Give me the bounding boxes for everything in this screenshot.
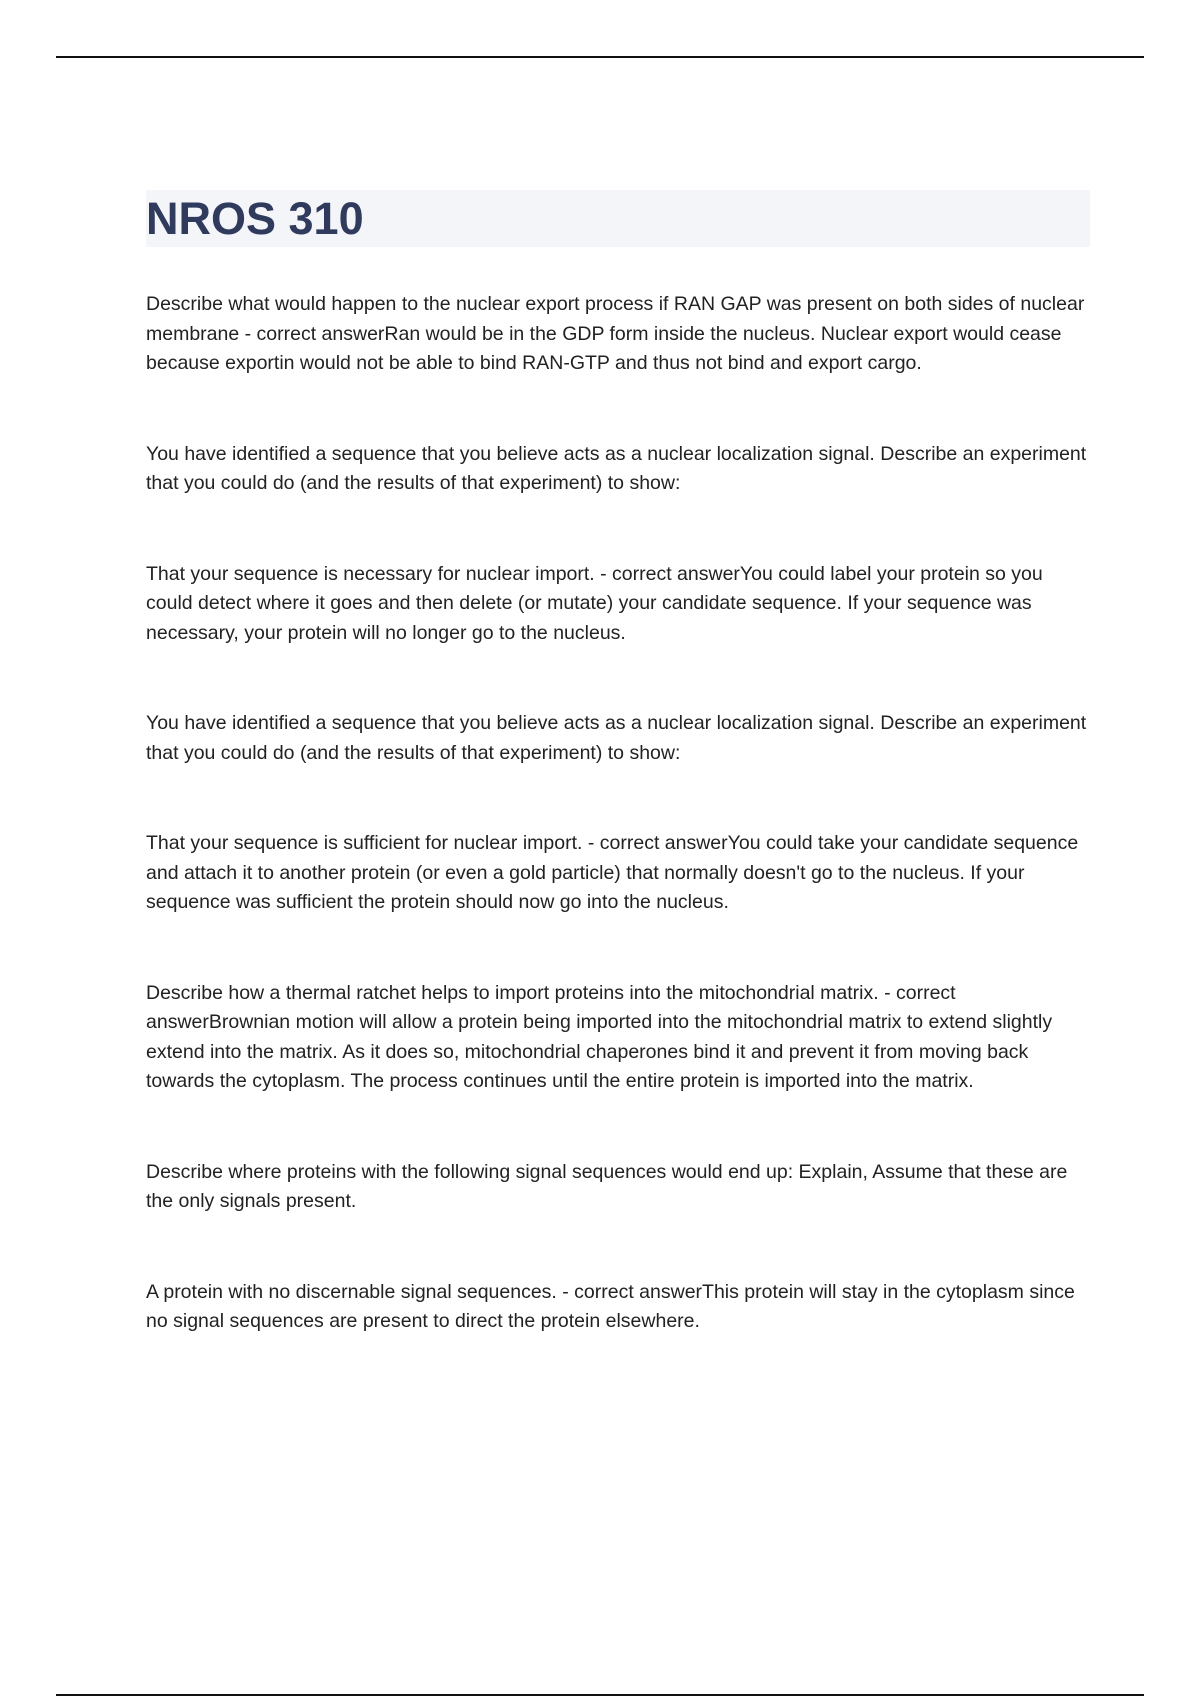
qa-entry: That your sequence is necessary for nuclear import. - correct answerYou could label your protein so you could detect where it goes and then delete (or mutate) your candidate sequence. If your sequence was necessary, your protein will no longer go to the nucleus. bbox=[146, 562, 1043, 644]
document-title: NROS 310 bbox=[146, 193, 364, 244]
qa-entry: A protein with no discernable signal sequences. - correct answerThis protein will stay in the cytoplasm since no signal sequences are present to direct the protein elsewhere. bbox=[146, 1280, 1075, 1332]
document-body bbox=[146, 290, 1090, 1337]
bottom-rule bbox=[56, 1694, 1144, 1696]
qa-entry: You have identified a sequence that you believe acts as a nuclear localization signal. Describe an experiment that you could do (and the results of that experiment) to show: bbox=[146, 712, 1087, 764]
qa-entry: That your sequence is sufficient for nuclear import. - correct answerYou could take your candidate sequence and attach it to another protein (or even a gold particle) that normally doesn't go to the nucleus. If your sequence was sufficient the protein should now go into the nucleus. bbox=[146, 832, 1079, 913]
qa-entry: Describe what would happen to the nuclear export process if RAN GAP was present on both sides of nuclear membrane - correct answerRan would be in the GDP form inside the nucleus. Nuclear export would cease because exportin would not be able to bind RAN-GTP and thus not bind and export cargo. bbox=[146, 293, 1085, 374]
top-rule bbox=[56, 56, 1144, 58]
qa-entry: Describe where proteins with the following signal sequences would end up: Explain, Assume that these are the only signals present. bbox=[146, 1160, 1068, 1212]
qa-entry: Describe how a thermal ratchet helps to import proteins into the mitochondrial matrix. - correct answerBrownian motion will allow a protein being imported into the mitochondrial matrix to extend slightly extend into the matrix. As it does so, mitochondrial chaperones bind it and prevent it from moving back towards the cytoplasm. The process continues until the entire protein is imported into the matrix. bbox=[146, 981, 1053, 1092]
qa-entry: You have identified a sequence that you believe acts as a nuclear localization signal. Describe an experiment that you could do (and the results of that experiment) to show: bbox=[146, 442, 1087, 494]
